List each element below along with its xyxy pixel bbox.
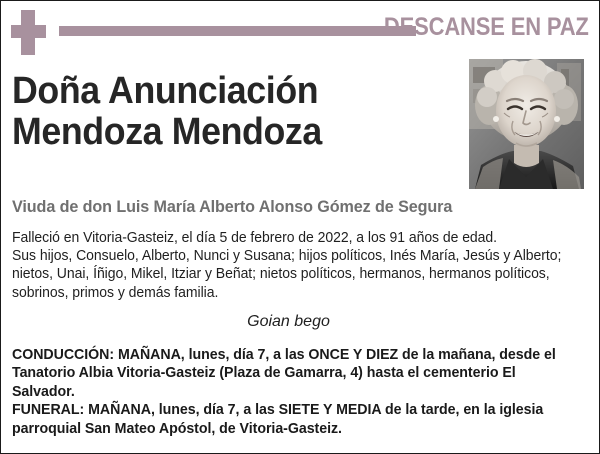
name-line-1: Doña Anunciación [12, 70, 319, 112]
service-notices [12, 346, 592, 438]
spouse-line: Viuda de don Luis María Alberto Alonso Gómez de Segura [12, 197, 453, 216]
death-line: Falleció en Vitoria-Gasteiz, el día 5 de febrero de 2022, a los 91 años de edad. [12, 230, 498, 246]
portrait-photo [469, 59, 584, 189]
conduccion-line-3: Salvador. [12, 383, 75, 400]
family-line-1: Sus hijos, Consuelo, Alberto, Nunci y Susana; hijos políticos, Inés María, Jesús y Alberto; [12, 248, 562, 265]
name-line-2: Mendoza Mendoza [12, 111, 322, 154]
funeral-line-2: parroquial San Mateo Apóstol, de Vitoria-Gasteiz. [12, 420, 342, 437]
body-text [12, 229, 592, 330]
funeral-line-1: FUNERAL: MAÑANA, lunes, día 7, a las SIETE Y MEDIA de la tarde, en la iglesia [12, 402, 544, 419]
header-band [1, 1, 600, 57]
basque-phrase: Goian bego [247, 313, 330, 330]
deceased-name [12, 71, 462, 153]
family-line-3: sobrinos, primos y demás familia. [12, 284, 219, 301]
portrait-image [469, 59, 584, 189]
conduccion-line-2: Tanatorio Albia Vitoria-Gasteiz (Plaza de Gamarra, 4) hasta el cementerio El [12, 365, 516, 382]
conduccion-line-1: CONDUCCIÓN: MAÑANA, lunes, día 7, a las ONCE Y DIEZ de la mañana, desde el [12, 347, 556, 363]
cross-icon [11, 10, 46, 55]
header-rule [59, 26, 416, 36]
cross-horizontal-bar [11, 25, 46, 38]
descanse-en-paz-motto: DESCANSE EN PAZ [384, 13, 589, 41]
family-line-2: nietos, Unai, Íñigo, Mikel, Itziar y Beñat; nietos políticos, hermanos, hermanos políticos, [12, 266, 550, 283]
